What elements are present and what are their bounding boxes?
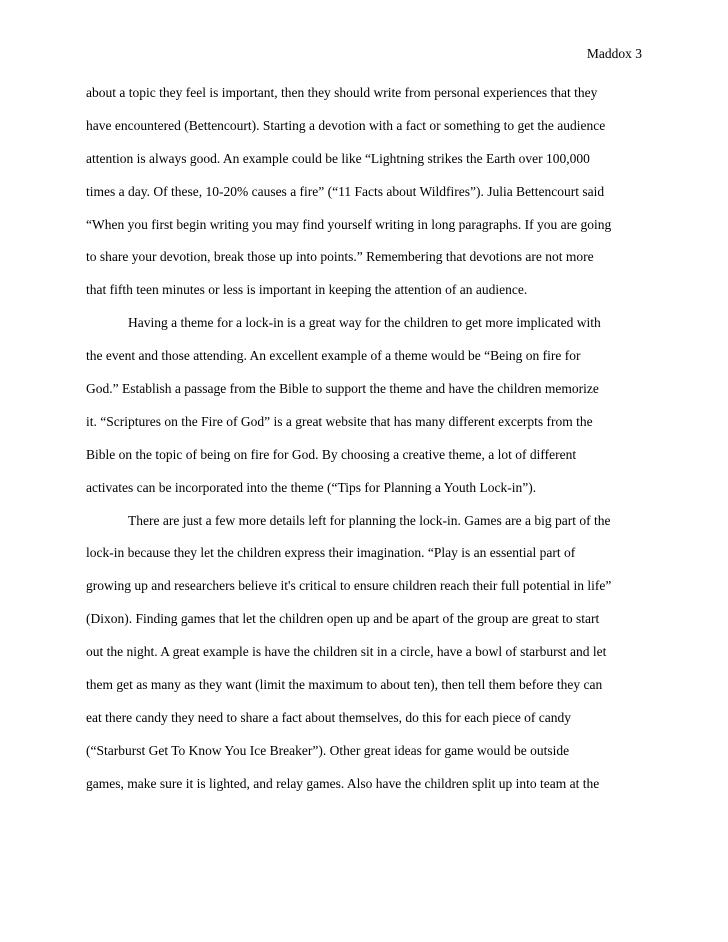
- text-line: (“Starburst Get To Know You Ice Breaker”). Other great ideas for game would be outside: [86, 742, 570, 758]
- text-line: (Dixon). Finding games that let the children open up and be apart of the group are great to start: [86, 611, 600, 627]
- text-line: activates can be incorporated into the theme (“Tips for Planning a Youth Lock-in”).: [86, 479, 537, 495]
- text-line: God.” Establish a passage from the Bible to support the theme and have the children memorize: [86, 381, 599, 397]
- text-line: the event and those attending. An excellent example of a theme would be “Being on fire for: [86, 348, 581, 364]
- body-text: [86, 84, 656, 808]
- text-line: about a topic they feel is important, then they should write from personal experiences that they: [86, 85, 598, 100]
- text-line: attention is always good. An example could be like “Lightning strikes the Earth over 100,000: [86, 150, 590, 166]
- text-line: times a day. Of these, 10-20% causes a fire” (“11 Facts about Wildfires”). Julia Bettencourt said: [86, 183, 605, 199]
- paragraph-first-line: Having a theme for a lock-in is a great way for the children to get more implicated with: [128, 315, 601, 331]
- text-line: “When you first begin writing you may find yourself writing in long paragraphs. If you are going: [86, 216, 612, 232]
- text-line: have encountered (Bettencourt). Starting a devotion with a fact or something to get the audience: [86, 117, 606, 133]
- text-line: Bible on the topic of being on fire for God. By choosing a creative theme, a lot of different: [86, 446, 577, 462]
- text-line: games, make sure it is lighted, and relay games. Also have the children split up into team at the: [86, 775, 600, 791]
- paragraph-first-line: There are just a few more details left for planning the lock-in. Games are a big part of the: [128, 512, 611, 528]
- text-line: to share your devotion, break those up into points.” Remembering that devotions are not more: [86, 249, 594, 265]
- text-line: that fifth teen minutes or less is important in keeping the attention of an audience.: [86, 282, 528, 298]
- text-line: growing up and researchers believe it's critical to ensure children reach their full potential in life”: [86, 578, 612, 594]
- text-line: it. “Scriptures on the Fire of God” is a great website that has many different excerpts from the: [86, 413, 593, 429]
- text-line: eat there candy they need to share a fact about themselves, do this for each piece of candy: [86, 709, 572, 725]
- text-line: lock-in because they let the children express their imagination. “Play is an essential part of: [86, 545, 576, 561]
- text-line: out the night. A great example is have the children sit in a circle, have a bowl of starburst and let: [86, 644, 607, 660]
- text-line: them get as many as they want (limit the maximum to about ten), then tell them before they can: [86, 677, 603, 693]
- running-head: Maddox 3: [586, 46, 642, 61]
